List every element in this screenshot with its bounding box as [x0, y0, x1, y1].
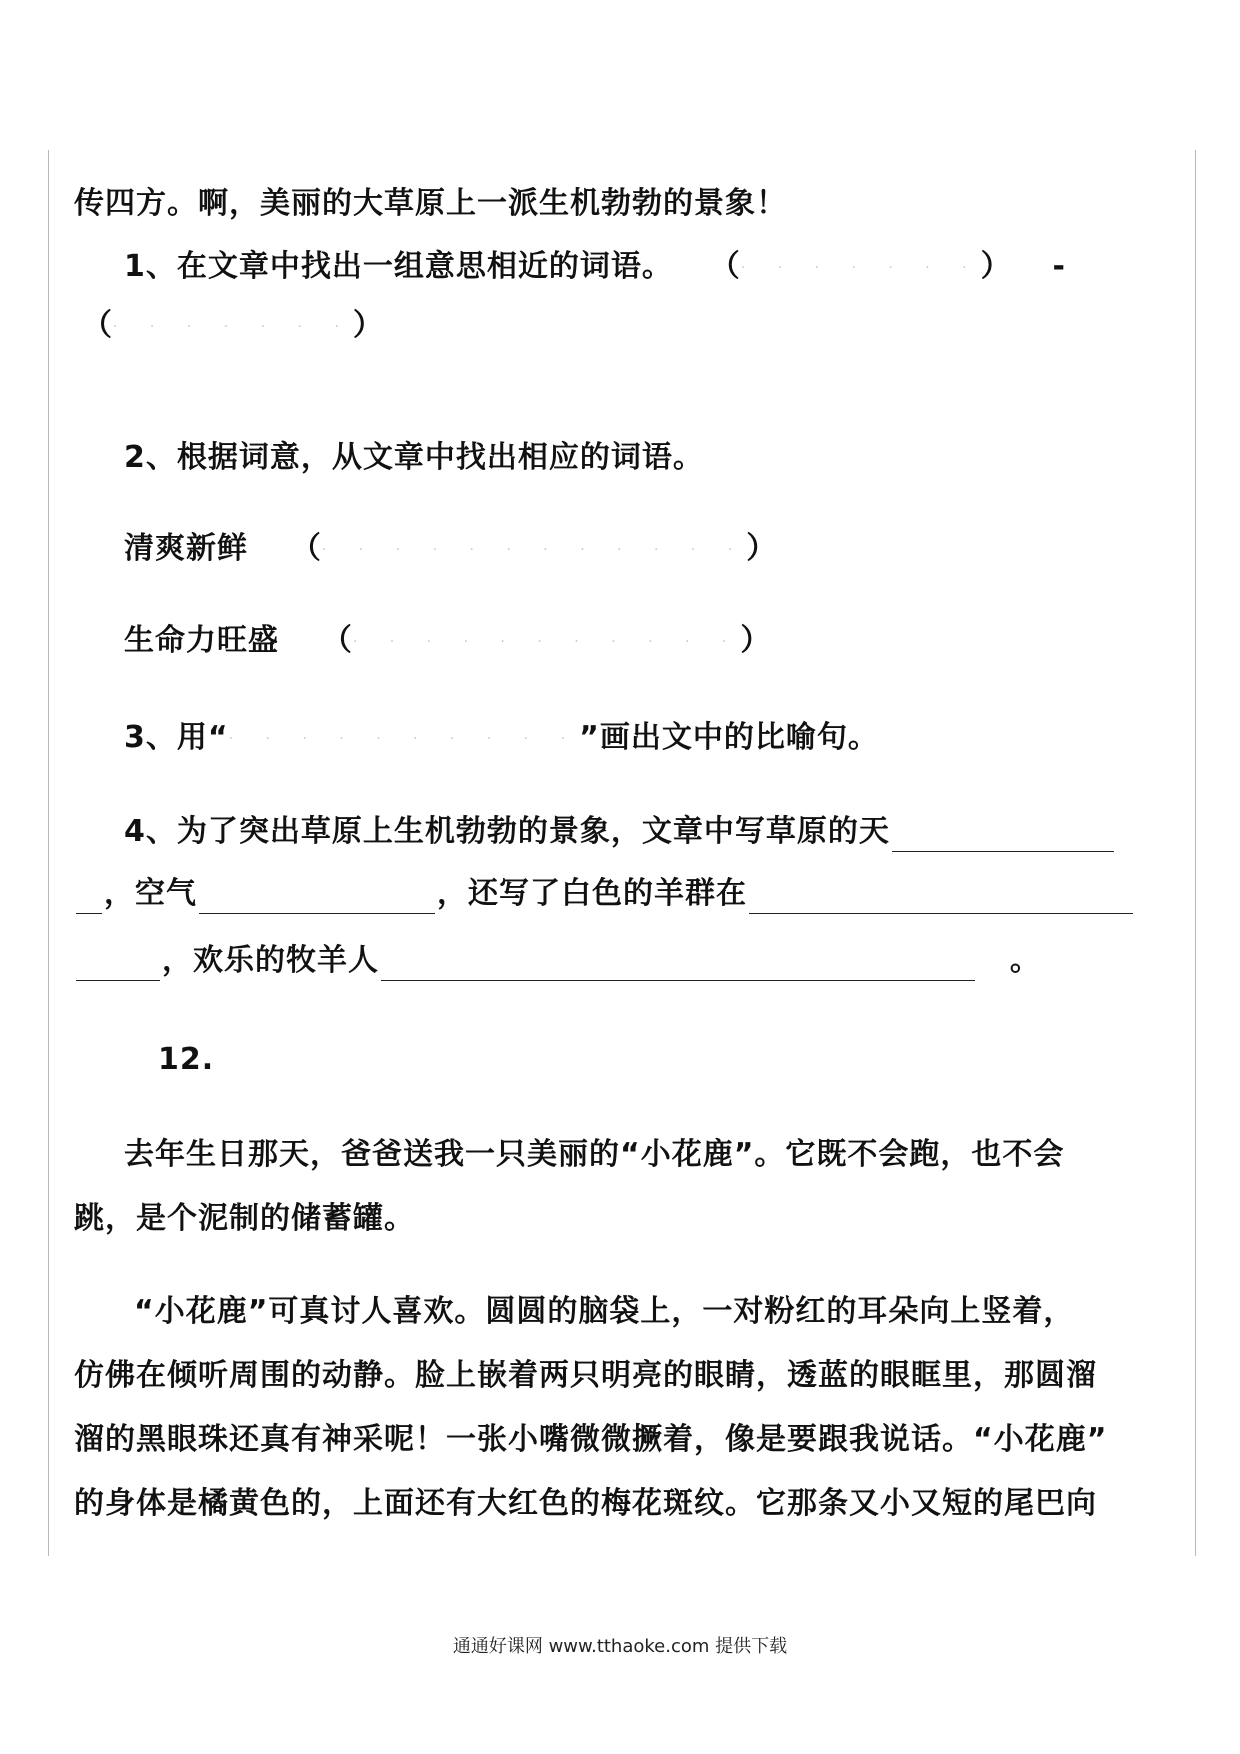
question-4-line-3 [74, 941, 1041, 981]
question-4-text-b: ，空气 [104, 876, 197, 911]
section-number-text: 12. [158, 1042, 215, 1077]
answer-line-3a[interactable] [749, 883, 1133, 914]
question-1-text: 1、在文章中找出一组意思相近的词语。 [124, 249, 673, 284]
question-4-text-d: ，欢乐的牧羊人 [162, 943, 379, 978]
question-2-text: 2、根据词意，从文章中找出相应的词语。 [124, 440, 704, 475]
question-3 [124, 718, 879, 759]
question-2-item-1-label: 清爽新鲜 [124, 531, 248, 566]
question-1-open-paren-1: （ [709, 249, 741, 284]
passage-p2-line-1-text: “小花鹿”可真讨人喜欢。圆圆的脑袋上，一对粉红的耳朵向上竖着， [134, 1294, 1075, 1329]
question-2-item-2-label: 生命力旺盛 [124, 623, 279, 658]
question-4-line-1 [124, 812, 1116, 852]
passage-p2-line-2-text: 仿佛在倾听周围的动静。脸上嵌着两只明亮的眼睛，透蓝的眼眶里，那圆溜 [74, 1358, 1097, 1393]
question-1-dash: - [1052, 249, 1066, 284]
passage-p1-line-2-text: 跳，是个泥制的储蓄罐。 [74, 1201, 415, 1236]
answer-blank-5[interactable]: · · · · · · · · · · [228, 730, 580, 747]
question-4-line-2 [74, 874, 1135, 914]
answer-line-3b[interactable] [76, 950, 160, 981]
passage-p2-line-3-text: 溜的黑眼珠还真有神采呢！一张小嘴微微撅着，像是要跟我说话。“小花鹿” [74, 1422, 1108, 1457]
answer-blank-2[interactable]: · · · · · · · [113, 318, 353, 335]
question-2-item-2 [124, 621, 771, 662]
question-3-prefix: 3、用“ [124, 720, 229, 755]
passage-p1-line-2 [74, 1199, 415, 1239]
question-2 [124, 438, 704, 478]
answer-blank-3[interactable]: · · · · · · · · · · · · [321, 541, 747, 558]
answer-line-1b[interactable] [76, 883, 102, 914]
answer-blank-4[interactable]: · · · · · · · · · · · [352, 633, 741, 650]
passage-p1-line-1-text: 去年生日那天，爸爸送我一只美丽的“小花鹿”。它既不会跑，也不会 [124, 1137, 1065, 1172]
question-2-item-2-close: ） [740, 623, 772, 658]
question-2-item-1-close: ） [746, 531, 778, 566]
answer-line-2[interactable] [199, 883, 435, 914]
question-4-text-e: 。 [1009, 943, 1041, 978]
question-2-item-2-open: （ [321, 623, 353, 658]
passage-p2-line-4 [74, 1484, 1097, 1524]
question-1-close-paren-1: ） [980, 249, 1012, 284]
question-1-second-blank-line [82, 306, 384, 347]
question-4-text-c: ，还写了白色的羊群在 [437, 876, 747, 911]
page-border [48, 150, 1196, 1556]
passage-p2-line-4-text: 的身体是橘黄色的，上面还有大红色的梅花斑纹。它那条又小又短的尾巴向 [74, 1486, 1097, 1521]
passage-p2-line-3 [74, 1420, 1107, 1460]
section-number [158, 1040, 214, 1080]
footer-credit-text: 通通好课网 www.tthaoke.com 提供下载 [452, 1636, 788, 1657]
answer-line-1a[interactable] [892, 821, 1114, 852]
passage-p1-line-1 [124, 1135, 1064, 1175]
intro-tail-text: 传四方。啊，美丽的大草原上一派生机勃勃的景象！ [74, 186, 787, 221]
question-1 [124, 247, 1066, 288]
passage-p2-line-1 [134, 1292, 1074, 1332]
question-2-item-1-open: （ [290, 531, 322, 566]
intro-tail-line [74, 184, 787, 224]
answer-line-4[interactable] [381, 950, 975, 981]
question-4-text-a: 4、为了突出草原上生机勃勃的景象，文章中写草原的天 [124, 814, 890, 849]
passage-p2-line-2 [74, 1356, 1097, 1396]
answer-blank-1[interactable]: · · · · · · · [740, 259, 981, 276]
question-2-item-1 [124, 529, 777, 570]
question-1-open-paren-2: （ [82, 308, 113, 343]
question-1-close-paren-2: ） [352, 308, 384, 343]
question-3-suffix: ”画出文中的比喻句。 [579, 720, 879, 755]
footer-credit [0, 1632, 1240, 1658]
